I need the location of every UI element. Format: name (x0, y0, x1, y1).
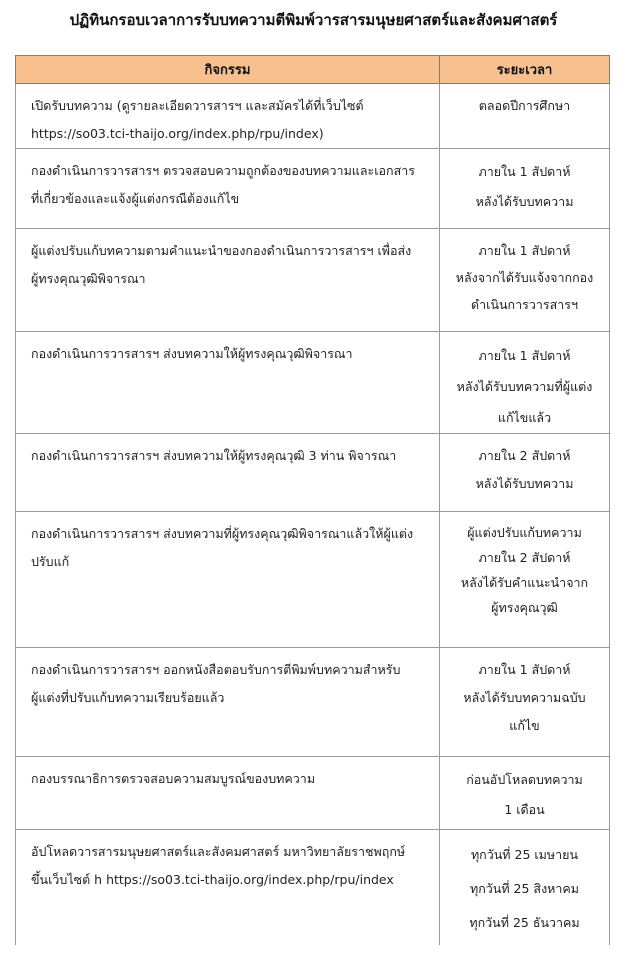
table-row (16, 830, 610, 945)
duration-text: หลังได้รับบทความฉบับ (463, 690, 586, 705)
duration-text: หลังจากได้รับแจ้งจากกอง (455, 270, 594, 285)
activity-text: กองดำเนินการวารสารฯ ส่งบทความที่ผู้ทรงคุณวุฒิพิจารณาแล้วให้ผู้แต่ง (31, 526, 414, 541)
activity-cell (16, 84, 440, 149)
activity-text: https://so03.tci-thaijo.org/index.php/rpu/index) (31, 126, 324, 141)
activity-cell (16, 149, 440, 229)
activity-text: ผู้แต่งที่ปรับแก้บทความเรียบร้อยแล้ว (31, 690, 225, 705)
schedule-table (15, 55, 610, 945)
duration-cell (440, 648, 610, 757)
duration-cell (440, 512, 610, 648)
duration-text: หลังได้รับบทความ (475, 194, 574, 209)
table-row (16, 648, 610, 757)
duration-text: ภายใน 2 สัปดาห์ (478, 448, 571, 463)
activity-text: อัปโหลดวารสารมนุษยศาสตร์และสังคมศาสตร์ มหาวิทยาลัยราชพฤกษ์ (31, 844, 406, 859)
duration-text: ก่อนอัปโหลดบทความ (466, 772, 583, 787)
table-header-row (16, 56, 610, 84)
duration-cell (440, 84, 610, 149)
activity-cell (16, 512, 440, 648)
activity-cell (16, 434, 440, 512)
duration-text: ภายใน 2 สัปดาห์ (478, 550, 571, 565)
duration-text: ตลอดปีการศึกษา (478, 98, 571, 113)
activity-text: กองบรรณาธิการตรวจสอบความสมบูรณ์ของบทความ (31, 771, 316, 786)
duration-text: ภายใน 1 สัปดาห์ (478, 164, 571, 179)
duration-text: ภายใน 1 สัปดาห์ (478, 243, 571, 258)
duration-text: 1 เดือน (504, 802, 545, 817)
duration-cell (440, 229, 610, 332)
activity-cell (16, 757, 440, 830)
duration-cell (440, 149, 610, 229)
table-row (16, 229, 610, 332)
page-title: ปฏิทินกรอบเวลาการรับบทความตีพิมพ์วารสารมนุษยศาสตร์และสังคมศาสตร์ (69, 11, 558, 29)
duration-text: ภายใน 1 สัปดาห์ (478, 662, 571, 677)
duration-text: ดำเนินการวารสารฯ (471, 297, 578, 312)
table-row (16, 149, 610, 229)
duration-text: หลังได้รับบทความที่ผู้แต่ง (456, 379, 593, 394)
duration-text: ภายใน 1 สัปดาห์ (478, 348, 571, 363)
duration-text: แก้ไข (509, 718, 540, 733)
duration-cell (440, 757, 610, 830)
table-row (16, 512, 610, 648)
activity-text: ปรับแก้ (31, 554, 70, 569)
header-duration: ระยะเวลา (440, 56, 610, 84)
schedule-body (16, 84, 610, 945)
activity-cell (16, 229, 440, 332)
duration-text: ทุกวันที่ 25 เมษายน (470, 847, 579, 862)
duration-text: แก้ไขแล้ว (497, 410, 552, 425)
duration-text: ผู้แต่งปรับแก้บทความ (467, 525, 582, 540)
duration-text: ทุกวันที่ 25 สิงหาคม (469, 881, 580, 896)
activity-text: กองดำเนินการวารสารฯ ออกหนังสือตอบรับการตีพิมพ์บทความสำหรับ (31, 662, 401, 677)
duration-text: หลังได้รับบทความ (475, 476, 574, 491)
activity-text: ผู้ทรงคุณวุฒิพิจารณา (31, 271, 146, 286)
table-row (16, 84, 610, 149)
activity-text: กองดำเนินการวารสารฯ ส่งบทความให้ผู้ทรงคุณวุฒิ 3 ท่าน พิจารณา (31, 448, 397, 463)
table-row (16, 434, 610, 512)
table-row (16, 757, 610, 830)
table-row (16, 332, 610, 434)
activity-cell (16, 830, 440, 945)
activity-cell (16, 648, 440, 757)
duration-cell (440, 332, 610, 434)
activity-text: กองดำเนินการวารสารฯ ตรวจสอบความถูกต้องของบทความและเอกสาร (31, 163, 415, 178)
duration-text: หลังได้รับคำแนะนำจาก (460, 575, 589, 590)
activity-text: ที่เกี่ยวข้องและแจ้งผู้แต่งกรณีต้องแก้ไข (31, 191, 240, 206)
duration-text: ทุกวันที่ 25 ธันวาคม (469, 915, 580, 930)
activity-text: ผู้แต่งปรับแก้บทความตามคำแนะนำของกองดำเนินการวารสารฯ เพื่อส่ง (31, 243, 412, 258)
duration-cell (440, 434, 610, 512)
activity-text: เปิดรับบทความ (ดูรายละเอียดวารสารฯ และสมัครได้ที่เว็บไซต์ (31, 98, 364, 113)
activity-text: กองดำเนินการวารสารฯ ส่งบทความให้ผู้ทรงคุณวุฒิพิจารณา (31, 346, 353, 361)
activity-text: ขึ้นเว็บไซต์ h https://so03.tci-thaijo.org/index.php/rpu/index (31, 872, 394, 887)
header-activity: กิจกรรม (16, 56, 440, 84)
duration-cell (440, 830, 610, 945)
activity-cell (16, 332, 440, 434)
duration-text: ผู้ทรงคุณวุฒิ (491, 600, 558, 615)
